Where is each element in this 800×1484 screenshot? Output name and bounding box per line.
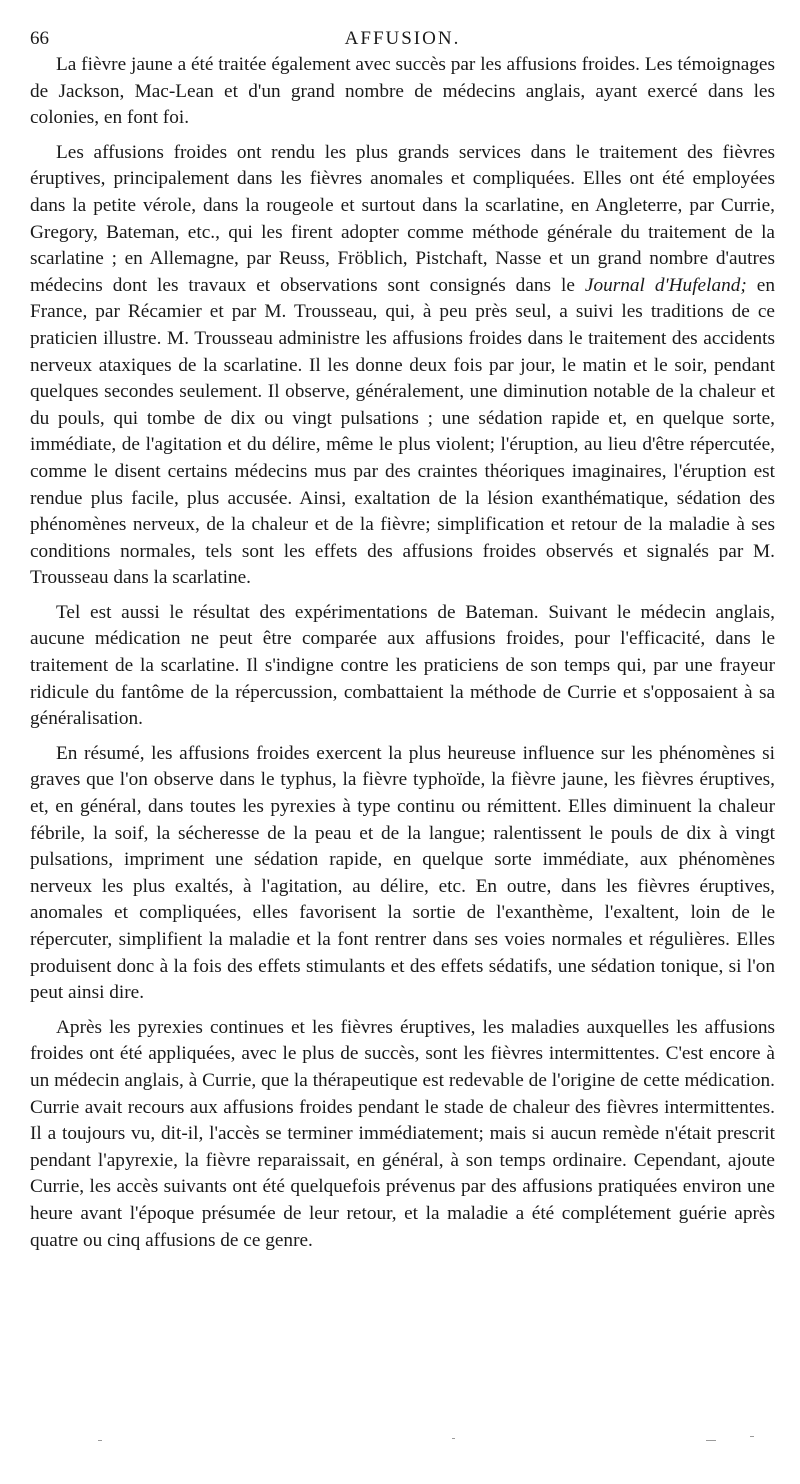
footer-specks [0, 1400, 800, 1460]
text-run: Tel est aussi le résultat des expérimentations de Bateman. Suivant le médecin anglais, aucune médication ne peut être comparée aux affusions froides, pour l'efficacité, dans le traitement de la scarlatine. Il s'indigne contre les praticiens de son temps qui, par une frayeur ridicule du fantôme de la répercussion, combattaient la méthode de Currie et s'opposaient à sa généralisation. [30, 601, 775, 730]
paragraph [30, 140, 775, 592]
body-text [30, 52, 775, 1254]
running-head [30, 22, 775, 52]
text-run: La fièvre jaune a été traitée également avec succès par les affusions froides. Les témoignages de Jackson, Mac-Lean et d'un grand nombre de médecins anglais, ayant exercé dans les colonies, en font foi. [30, 54, 775, 129]
text-run: En résumé, les affusions froides exercent la plus heureuse influence sur les phénomènes si graves que l'on observe dans le typhus, la fièvre typhoïde, la fièvre jaune, les fièvres éruptives, et, en général, dans toutes les pyrexies à type continu ou rémittent. Elles diminuent la chaleur fébrile, la soif, la sécheresse de la peau et de la langue; ralentissent le pouls de dix à vingt pulsations, impriment une sédation rapide, en quelque sorte immédiate, aux phénomènes nerveux les plus exaltés, à l'agitation, au délire, etc. En outre, dans les fièvres éruptives, anomales et compliquées, elles favorisent la sortie de l'exanthème, l'exaltent, loin de le répercuter, simplifient la maladie et la font rentrer dans ses voies normales et régulières. Elles produisent donc à la fois des effets stimulants et des effets sédatifs, une sédation tonique, si l'on peut ainsi dire. [30, 742, 775, 1004]
text-run: en France, par Récamier et par M. Trousseau, qui, à peu près seul, a suivi les traditions de ce praticien illustre. M. Trousseau administre les affusions froides dans le traitement des accidents nerveux ataxiques de la scarlatine. Il les donne deux fois par jour, le matin et le soir, pendant quelques secondes seulement. Il observe, généralement, une diminution notable de la chaleur et du pouls, qui tombe de dix ou vingt pulsations ; une sédation rapide et, en quelque sorte, immédiate, de l'agitation et du délire, même le plus violent; l'éruption, au lieu d'être répercutée, comme le disent certains médecins mus par des craintes théoriques imaginaires, l'éruption est rendue plus facile, plus accusée. Ainsi, exaltation de la lésion exanthématique, sédation des phénomènes nerveux, de la chaleur et de la fièvre; simplification et retour de la maladie à ses conditions normales, tels sont les effets des affusions froides observés et signalés par M. Trousseau dans la scarlatine. [30, 274, 775, 589]
section-title: AFFUSION. [344, 28, 461, 49]
paragraph [30, 1015, 775, 1254]
paragraph [30, 741, 775, 1007]
text-run: Après les pyrexies continues et les fièvres éruptives, les maladies auxquelles les affusions froides ont été appliquées, avec le plus de succès, sont les fièvres intermittentes. C'est encore à un médecin anglais, à Currie, que la thérapeutique est redevable de l'origine de cette médication. Currie avait recours aux affusions froides pendant le stade de chaleur des fièvres intermittentes. Il a toujours vu, dit-il, l'accès se terminer immédiatement; mais si aucun remède n'était prescrit pendant l'apyrexie, la fièvre reparaissait, en général, à son temps ordinaire. Cependant, ajoute Currie, les accès suivants ont été quelquefois prévenus par des affusions pratiquées environ une heure avant l'époque présumée de leur retour, et la maladie a été complétement guérie après quatre ou cinq affusions de ce genre. [30, 1016, 775, 1251]
book-page [30, 22, 775, 1262]
page-number: 66 [30, 28, 49, 49]
paragraph [30, 600, 775, 733]
italic-title: Journal d'Hufeland; [584, 274, 747, 296]
paragraph [30, 52, 775, 132]
text-run: Les affusions froides ont rendu les plus grands services dans le traitement des fièvres éruptives, principalement dans les fièvres anomales et compliquées. Elles ont été employées dans la petite vérole, dans la rougeole et surtout dans la scarlatine, en Angleterre, par Currie, Gregory, Bateman, etc., qui les firent adopter comme méthode générale du traitement de la scarlatine ; en Allemagne, par Reuss, Fröblich, Pistchaft, Nasse et un grand nombre d'autres médecins dont les travaux et observations sont consignés dans le [30, 141, 775, 296]
